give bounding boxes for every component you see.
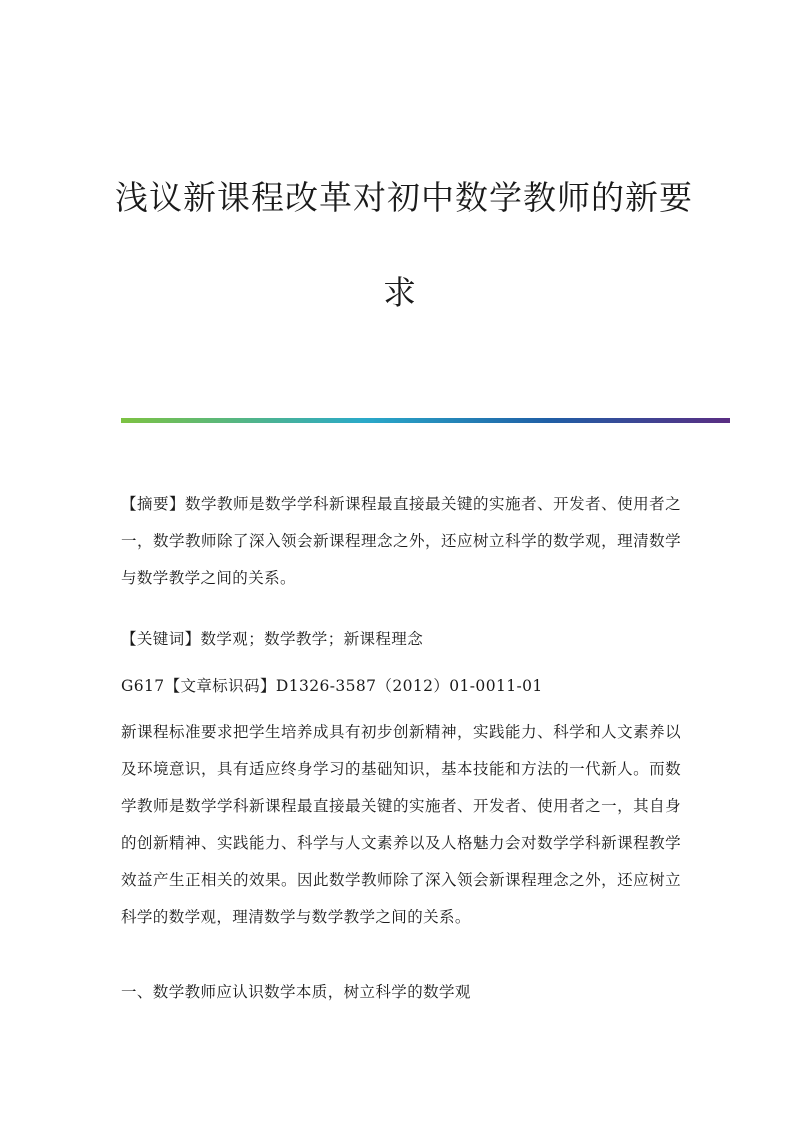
- section-heading-1: [121, 974, 681, 1011]
- title-divider: [121, 418, 730, 423]
- abstract-paragraph: [121, 486, 681, 597]
- abstract-text: 【摘要】数学教师是数学学科新课程最直接最关键的实施者、开发者、使用者之一，数学教师除了深入领会新课程理念之外，还应树立科学的数学观，理清数学与数学教学之间的关系。: [121, 495, 681, 587]
- title-line-2: 求: [383, 273, 417, 312]
- classification-text: G617【文章标识码】D1326-3587（2012）01-0011-01: [121, 677, 543, 695]
- body-paragraph-1: [121, 714, 681, 936]
- classification-paragraph: [121, 668, 681, 705]
- body-text-1: 新课程标准要求把学生培养成具有初步创新精神，实践能力、科学和人文素养以及环境意识，具有适应终身学习的基础知识，基本技能和方法的一代新人。而数学教师是数学学科新课程最直接最关键的实施者、开发者、使用者之一，其自身的创新精神、实践能力、科学与人文素养以及人格魅力会对数学学科新课程教学效益产生正相关的效果。因此数学教师除了深入领会新课程理念之外，还应树立科学的数学观，理清数学与数学教学之间的关系。: [121, 723, 681, 926]
- title-line-1: 浅议新课程改革对初中数学教师的新要: [115, 178, 693, 217]
- keywords-paragraph: [121, 621, 681, 658]
- document-title: [115, 178, 693, 313]
- keywords-text: 【关键词】数学观；数学教学；新课程理念: [121, 630, 424, 648]
- section-heading-text: 一、数学教师应认识数学本质，树立科学的数学观: [121, 983, 471, 1001]
